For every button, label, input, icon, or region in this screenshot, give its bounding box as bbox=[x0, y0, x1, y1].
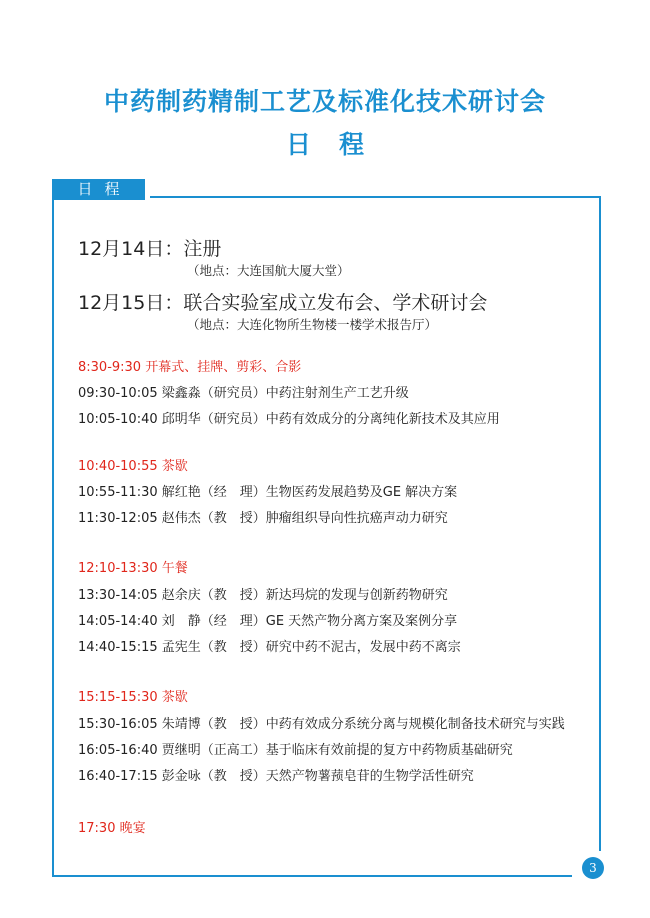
day-1-location: （地点：大连国航大厦大堂） bbox=[187, 263, 350, 278]
page-subtitle: 日程 bbox=[285, 130, 392, 159]
agenda-item-lunch: 12:10-13:30 午餐 bbox=[78, 561, 188, 576]
agenda-item-opening: 8:30-9:30 开幕式、挂牌、剪彩、合影 bbox=[78, 360, 302, 375]
agenda-item: 16:40-17:15 彭金咏（教 授）天然产物薯蓣皂苷的生物学活性研究 bbox=[78, 769, 474, 784]
agenda-item: 16:05-16:40 贾继明（正高工）基于临床有效前提的复方中药物质基础研究 bbox=[78, 743, 513, 758]
agenda-item: 15:30-16:05 朱靖博（教 授）中药有效成分系统分离与规模化制备技术研究与实践 bbox=[78, 717, 565, 732]
agenda-item: 11:30-12:05 赵伟杰（教 授）肿瘤组织导向性抗癌声动力研究 bbox=[78, 511, 448, 526]
agenda-item: 13:30-14:05 赵余庆（教 授）新达玛烷的发现与创新药物研究 bbox=[78, 588, 448, 603]
agenda-item: 10:05-10:40 邱明华（研究员）中药有效成分的分离纯化新技术及其应用 bbox=[78, 412, 500, 427]
page-number-badge: 3 bbox=[582, 857, 604, 879]
section-tab: 日程 bbox=[52, 179, 145, 200]
agenda-item-dinner: 17:30 晚宴 bbox=[78, 821, 146, 836]
day-1-heading: 12月14日：注册 bbox=[78, 238, 222, 260]
agenda-item-break: 15:15-15:30 茶歇 bbox=[78, 690, 188, 705]
frame-left-border bbox=[52, 200, 54, 877]
day-2-heading: 12月15日：联合实验室成立发布会、学术研讨会 bbox=[78, 292, 488, 314]
frame-bottom-border bbox=[52, 875, 572, 877]
frame-right-border bbox=[599, 196, 601, 851]
agenda-item: 14:40-15:15 孟宪生（教 授）研究中药不泥古，发展中药不离宗 bbox=[78, 640, 461, 655]
agenda-item-break: 10:40-10:55 茶歇 bbox=[78, 459, 188, 474]
frame-top-border bbox=[150, 196, 601, 198]
agenda-item: 14:05-14:40 刘 静（经 理）GE 天然产物分离方案及案例分享 bbox=[78, 614, 458, 629]
page-title: 中药制药精制工艺及标准化技术研讨会 bbox=[103, 87, 546, 116]
agenda-item: 09:30-10:05 梁鑫淼（研究员）中药注射剂生产工艺升级 bbox=[78, 386, 409, 401]
day-2-location: （地点：大连化物所生物楼一楼学术报告厅） bbox=[187, 317, 438, 332]
agenda-item: 10:55-11:30 解红艳（经 理）生物医药发展趋势及GE 解决方案 bbox=[78, 485, 458, 500]
